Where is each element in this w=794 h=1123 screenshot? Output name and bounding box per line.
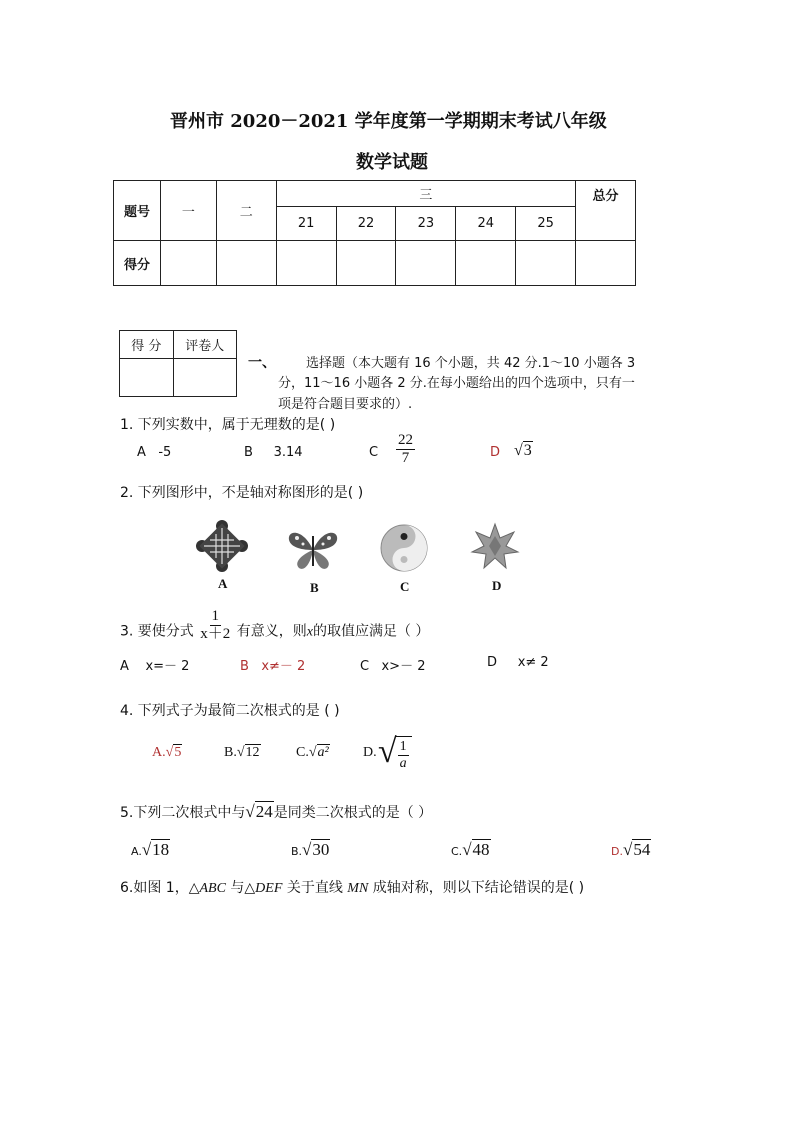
q3-d-label: D [487, 655, 498, 670]
q4-option-c: C.√a² [296, 745, 329, 760]
q5-c-label: C. [451, 845, 463, 858]
grader-score-label: 得 分 [120, 331, 174, 359]
q1-stem: 1. 下列实数中，属于无理数的是( ) [120, 417, 336, 433]
q5-d-label: D. [611, 845, 623, 858]
q4-a-label: A. [152, 745, 166, 760]
exam-title: 晋州市 2020－2021 学年度第一学期期末考试八年级 [170, 111, 607, 132]
q3-frac-den: x＋2 [200, 626, 231, 642]
q1-option-c [396, 432, 415, 467]
score-table [113, 180, 636, 286]
q3-b-label: B [240, 659, 249, 674]
col-section-2: 二 [216, 181, 276, 241]
grader-name-cell [173, 359, 236, 397]
section-number: 一、 [248, 355, 276, 371]
q3-stem-post: 有意义，则 [236, 623, 307, 640]
q6-stem-pre: 6.如图 1，△ [120, 880, 200, 896]
score-cell [276, 241, 336, 286]
q4-b-radicand: 12 [245, 745, 260, 760]
score-cell [456, 241, 516, 286]
q3-a-value: x=－ 2 [145, 659, 190, 674]
q1-option-b [244, 445, 303, 460]
row-label-question-number: 题号 [114, 181, 161, 241]
q5-radicand: 24 [255, 802, 273, 821]
q1-option-d-label: D [490, 445, 501, 460]
sub-col-21: 21 [276, 207, 336, 241]
q3-d-value: x≠ 2 [517, 655, 549, 670]
chinese-knot-figure [194, 518, 250, 574]
q3-option-c [360, 655, 425, 674]
q5-b-label: B. [291, 845, 303, 858]
q5-option-d: D.√54 [611, 840, 651, 859]
col-total: 总分 [576, 181, 636, 241]
q3-option-d [487, 655, 549, 670]
star-flower-figure [470, 522, 520, 572]
q4-d-den: a [399, 756, 407, 771]
q4-c-radicand: a² [317, 745, 329, 760]
q2-label-b: B [310, 580, 319, 595]
sub-col-25: 25 [516, 207, 576, 241]
q4-stem: 4. 下列式子为最简二次根式的是 ( ) [120, 703, 340, 719]
q6-triangle-1: ABC [199, 881, 226, 896]
q1-c-den: 7 [401, 450, 410, 466]
q2-label-c: C [400, 579, 410, 594]
score-cell [216, 241, 276, 286]
q1-b-label: B [244, 445, 253, 460]
q5-option-b: B.√30 [291, 840, 330, 859]
score-cell [516, 241, 576, 286]
grader-box [119, 330, 237, 397]
q5-stem-post: 是同类二次根式的是（ ） [273, 805, 433, 821]
q1-d-radicand: 3 [523, 442, 532, 459]
q1-option-d: √3 [514, 442, 532, 459]
q5-option-a: A.√18 [131, 840, 170, 859]
q3-option-a [120, 655, 189, 674]
q4-option-d: √ $\frac{1}{a}$ [378, 732, 412, 772]
sub-col-23: 23 [396, 207, 456, 241]
score-cell [160, 241, 216, 286]
q3-stem-end: 的取值应满足（ ） [312, 623, 430, 640]
q3-stem [120, 608, 430, 643]
q6-triangle-2: DEF [255, 881, 283, 896]
q5-a-radicand: 18 [152, 840, 170, 859]
q3-b-value: x≠－ 2 [261, 659, 306, 674]
butterfly-figure [285, 528, 341, 572]
section-instructions-line3: 项是符合题目要求的）. [278, 397, 413, 412]
q4-option-b: B.√12 [224, 745, 260, 760]
yin-yang-figure [380, 524, 428, 572]
q6-stem [120, 877, 584, 897]
q4-option-a: A.√5 [152, 745, 182, 760]
q5-d-radicand: 54 [633, 840, 651, 859]
q3-c-label: C [360, 659, 370, 674]
q3-option-b [240, 655, 305, 674]
q1-a-value: -5 [158, 445, 172, 460]
q1-c-num: 22 [398, 432, 413, 448]
q4-option-d-label: D. [363, 745, 377, 760]
col-section-1: 一 [160, 181, 216, 241]
sub-col-22: 22 [336, 207, 396, 241]
q4-b-label: B. [224, 745, 237, 760]
q5-b-radicand: 30 [312, 840, 330, 859]
q1-b-value: 3.14 [273, 445, 303, 460]
q5-stem-pre: 5.下列二次根式中与 [120, 805, 246, 821]
sub-col-24: 24 [456, 207, 516, 241]
q1-a-label: A [137, 445, 146, 460]
score-cell [396, 241, 456, 286]
section-instructions-line1: 选择题（本大题有 16 个小题，共 42 分.1～10 小题各 3 [306, 356, 636, 371]
q2-label-d: D [492, 578, 502, 593]
grader-score-cell [120, 359, 174, 397]
score-cell [576, 241, 636, 286]
q5-option-c: C.√48 [451, 840, 490, 859]
section-instructions-line2: 分，11～16 小题各 2 分.在每小题给出的四个选项中，只有一 [278, 376, 635, 391]
q5-a-label: A. [131, 845, 142, 858]
row-label-score: 得分 [114, 241, 161, 286]
q6-mid-1: 与△ [225, 880, 256, 896]
q5-c-radicand: 48 [472, 840, 490, 859]
q3-var: x [306, 624, 313, 640]
q6-line: MN [347, 881, 369, 896]
q1-option-c-label: C [369, 445, 379, 460]
q4-a-radicand: 5 [174, 745, 182, 760]
q3-c-value: x>－ 2 [381, 659, 426, 674]
q4-c-label: C. [296, 745, 309, 760]
exam-subtitle: 数学试题 [356, 152, 428, 173]
q1-option-a [137, 445, 171, 460]
q2-stem: 2. 下列图形中，不是轴对称图形的是( ) [120, 485, 364, 501]
q3-stem-pre: 3. 要使分式 [120, 623, 194, 640]
grader-name-label: 评卷人 [173, 331, 236, 359]
q6-stem-post: 成轴对称，则以下结论错误的是( ) [368, 880, 585, 896]
q5-stem: 5.下列二次根式中与√24是同类二次根式的是（ ） [120, 802, 433, 821]
score-cell [336, 241, 396, 286]
q3-a-label: A [120, 659, 129, 674]
q4-d-num: 1 [399, 739, 407, 754]
q2-label-a: A [218, 576, 228, 591]
col-section-3: 三 [276, 181, 575, 207]
q3-frac-num: 1 [211, 608, 220, 624]
q6-mid-2: 关于直线 [282, 880, 348, 896]
